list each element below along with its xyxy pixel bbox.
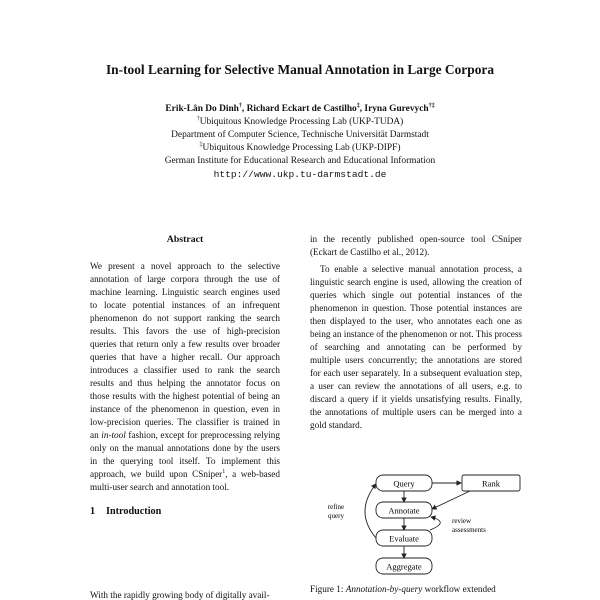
- node-query-label: Query: [393, 478, 415, 489]
- affiliation-3: ‡Ubiquitous Knowledge Processing Lab (UKP-DIPF): [199, 141, 401, 153]
- author-names: Erik-Lân Do Dinh†, Richard Eckart de Castilho‡, Iryna Gurevych†‡: [165, 102, 435, 114]
- node-aggregate-label: Aggregate: [386, 561, 422, 572]
- label-review: review: [452, 517, 472, 525]
- edge-review-assessments: [430, 517, 440, 530]
- edge-rank-annotate: [432, 491, 470, 509]
- node-annotate-label: Annotate: [388, 505, 420, 516]
- lab-url[interactable]: http://www.ukp.tu-darmstadt.de: [213, 169, 387, 180]
- author-3-mark: †‡: [428, 102, 435, 109]
- abstract-heading: Abstract: [166, 234, 204, 245]
- author-block: [0, 103, 600, 181]
- left-column: [90, 233, 280, 518]
- label-query: query: [328, 512, 344, 520]
- figure-caption: Figure 1: Annotation-by-query workflow extended: [310, 584, 496, 594]
- section-number: 1: [90, 506, 96, 517]
- paper-title: In-tool Learning for Selective Manual Annotation in Large Corpora: [105, 62, 495, 77]
- label-refine: refine: [327, 503, 345, 511]
- edge-refine-query: [365, 484, 376, 538]
- right-paragraph-0: in the recently published open-source tool CSniper (Eckart de Castilho et al., 2012).: [310, 234, 522, 257]
- node-rank-label: Rank: [482, 478, 500, 489]
- workflow-figure: [310, 462, 522, 580]
- author-2: Richard Eckart de Castilho: [246, 104, 357, 114]
- author-2-mark: ‡: [356, 102, 360, 109]
- author-1: Erik-Lân Do Dinh: [165, 104, 239, 114]
- author-1-mark: †: [238, 102, 242, 109]
- intro-first-line: With the rapidly growing body of digitally avail-: [90, 590, 270, 600]
- affiliation-2: Department of Computer Science, Technische Universität Darmstadt: [171, 130, 429, 140]
- affiliation-4: German Institute for Educational Research and Educational Information: [164, 156, 436, 166]
- label-assessments: assessments: [452, 526, 486, 534]
- right-column: [310, 233, 522, 432]
- author-3: Iryna Gurevych: [364, 104, 429, 114]
- affiliation-1: †Ubiquitous Knowledge Processing Lab (UKP-TUDA): [196, 115, 404, 127]
- right-paragraph-1: To enable a selective manual annotation process, a linguistic search engine is used, allowing the creation of queries which single out potential instances of the phenomenon in question. Those potential instances are then displayed to the user, who annotates each one as being an instance of the phenomenon or not. This process of searching and annotating can be performed by multiple users concurrently; the annotations are stored for each user separately. In a subsequent evaluation step, a user can review the annotations of all users, e.g. to discard a query if it yields unsatisfying results. Finally, the annotations of multiple users can be merged into a gold standard.: [310, 264, 522, 430]
- node-evaluate-label: Evaluate: [389, 533, 419, 544]
- section-1-heading: [90, 505, 280, 518]
- footnote-mark[interactable]: 1: [222, 468, 226, 475]
- abstract-text: We present a novel approach to the selective annotation of large corpora through the use of machine learning. Linguistic search engines used to locate potential instances of an infrequent phenomenon do not support ranking the search results. This favors the use of high-precision queries that return only a few results over broader queries that have a higher recall. Our approach introduces a classifier used to rank the search results and thus helping the annotator focus on those results with the highest potential of being an instance of the phenomenon in question, even in low-precision queries. The classifier is trained in an in-tool fashion, except for preprocessing relying only on the manual annotations done by the users in the querying tool itself. To implement this approach, we build upon CSniper$^1$, a web-based multi-user search and annotation tool.: [90, 261, 280, 492]
- section-title: Introduction: [106, 506, 162, 517]
